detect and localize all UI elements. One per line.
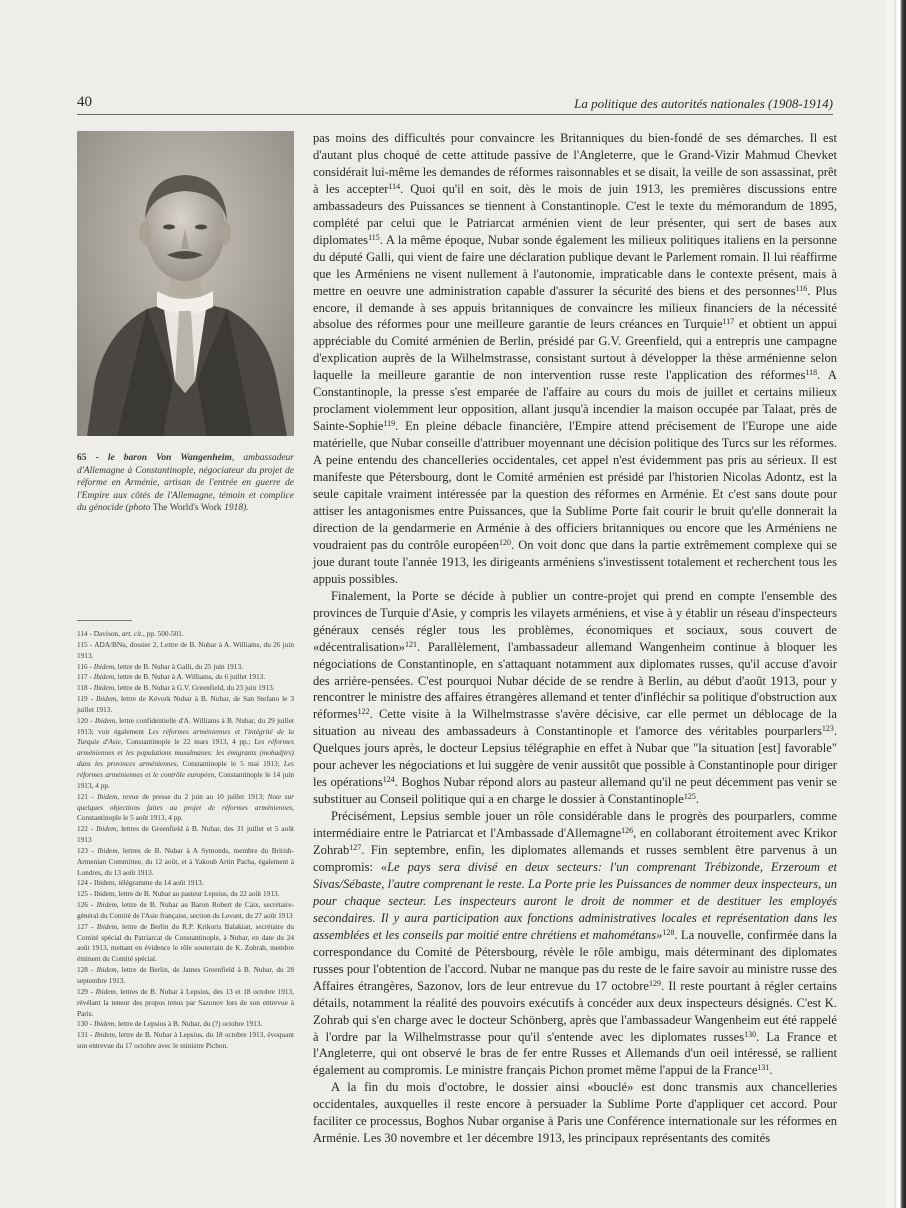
footnote-text: , revue de presse du 2 juin au 10 juillet 1913; (117, 791, 268, 801)
footnote (77, 640, 294, 662)
footnote-number: 129 - (77, 986, 93, 996)
caption-year: 1918). (221, 503, 249, 514)
paragraph-text: . Plus encore, il demande à ses appuis britanniques de convaincre les milieux financiers de la nécessité absolue des réformes pour une meilleure garantie de leurs créances en Turquie (313, 283, 837, 332)
paragraph-text: . Cette visite à la Wilhelmstrasse s'avère décisive, car elle permet un déblocage de la situation au niveau des ambassadeurs à Constantinople et l'amorce des véritables pourparlers (313, 707, 837, 739)
paragraph-text: . En pleine débacle financière, l'Empire attend précisement de l'Europe une aide matérielle, que Nubar conseille d'attribuer moyennant une décision politique des Turcs sur les réformes. A peine entendu des chancelleries occidentales, cet appel n'est évidemment pas pris au sérieux. Il est manifeste que Pétersbourg, dont le Comité arménien est présidé par l'historien Nicolas Adontz, est la seule capitale vraiment intéressée par la question des réformes en Arménie. Et c'est sans doute pour attiser les antagonismes entre Puissances, que la Sublime Porte fait courir le bruit qu'elle donnerait la direction de la gendarmerie en Arménie à des officiers britanniques ou encore que les Arméniens ne voudraient pas du contrôle européen (313, 419, 837, 552)
footnote-text: , lettre de B. Nubar à G.V. Greenfield, du 23 juin 1913. (114, 683, 275, 693)
footnote-text: Ibidem, lettre de B. Nubar au pasteur Lepsius, du 22 août 1913. (92, 889, 280, 899)
p3-text-c: . Fin septembre, enfin, les diplomates allemands et russes semblent être parvenus à un compromis: (313, 843, 837, 874)
footnote-text: , lettre de Berlin du R.P. Krikoris Balakian, secrétaire du Comité spécial du Patriarcat de Constantinople, à Nubar, en date du 24 août 1913, mettant en évidence le rôle souterrain de K. Zohrab, membre éminent du Comité spécial. (77, 921, 294, 964)
page-number: 40 (77, 94, 92, 110)
footnote-ref: 118 (805, 368, 818, 378)
figure-caption (77, 452, 294, 515)
footnote-text: Les réformes arméniennes et l'intégrité de la Turquie d'Asie (77, 726, 294, 747)
footnote-number: 127 - (77, 921, 94, 931)
footnote-text: Ibidem (96, 900, 117, 910)
footnote (77, 965, 294, 987)
footnote-text: , lettre de B. Nubar à Galli, du 25 juin 1913. (114, 661, 243, 671)
footnote (77, 792, 294, 825)
p3-text-e: . Il reste pourtant à régler certains détails, notamment la réalité des pouvoirs exécutifs à concéder aux deux inspecteurs désignés. C'est K. Zohrab qui s'en charge avec le docteur Schönberg, après que l'ambassadeur Wangenheim eut été rappelé à l'ordre par la Wilhelmstrasse pour qu'il s'entende avec les diplomates russes (313, 978, 837, 1044)
footnotes (77, 629, 294, 1052)
paragraph-text: . Parallèlement, l'ambassadeur allemand Wangenheim continue à bloquer les négociations de Constantinople, en s'attaquant notamment aux diplomates russes, qu'il accuse d'avoir des arrière-pensées. C'est pourquoi Nubar décide de se rendre à Berlin, au début d'août 1913, pour y rencontrer le ministre des affaires étrangères allemand et tenter d'infléchir sa politique d'obstruction aux réformes (313, 639, 837, 722)
p3-text-d: . La nouvelle, confirmée dans la correspondance du Comité de Pétersbourg, révèle le rôle ambigu, mais déterminant des diplomates russes pour l'obtention de l'accord. Nubar ne manque pas du reste de le faire savoir au ministre russe des Affaires étrangères, Sazonov, lors de leur entrevue du 17 octobre (313, 927, 837, 993)
footnote (77, 846, 294, 879)
p3-text-a: Précisément, Lepsius semble jouer un rôle considérable dans le progrès des pourparlers, comme intermédiaire entre le Patriarcat et l'Ambassade d'Allemagne (313, 809, 837, 841)
footnote (77, 900, 294, 922)
footnote-text: , lettre de B. Nubar à Lepsius, du 18 octobre 1913, évoquant son entrevue du 17 octobre avec le ministre Pichon. (77, 1030, 294, 1051)
footnote-number: 120 - (77, 715, 93, 725)
footnote-number: 115 - (77, 639, 93, 649)
footnote-text: Ibidem (97, 791, 118, 801)
footnote-number: 122 - (77, 824, 94, 834)
footnote-number: 125 - (77, 889, 93, 899)
footnote-text: Ibidem (93, 661, 115, 671)
footnote-number: 124 - (77, 878, 93, 888)
footnote-text: Ibidem (94, 1030, 115, 1040)
footnote (77, 683, 294, 694)
footnote-text: art. cit. (121, 629, 144, 638)
running-title: La politique des autorités nationales (1908-1914) (574, 96, 833, 111)
footnote-text: Ibidem, télégramme du 14 août 1913. (92, 878, 204, 888)
p3-text-g: . (769, 1063, 773, 1078)
paragraph-2 (313, 588, 837, 808)
caption-name: le baron Von Wangenheim (107, 453, 232, 463)
footnote-number: 118 - (77, 683, 92, 693)
treaty-quote: «Le pays sera divisé en deux secteurs: l'un comprenant Trébizonde, Erzeroum et Sivas/Sébaste, l'autre comprenant le reste. La Porte prie les Puissances de nommer deux inspecteurs, un pour chaque secteur. Les inspecteurs auront le droit de nommer et de destituer les employés secondaires. Il y aura participation aux fonctions administratives locales et représentation dans les assemblées et les conseils par moitié entre chrétiens et mahométans» (313, 859, 837, 942)
footnote-text: , pp. 500-501. (143, 629, 184, 638)
footnote (77, 716, 294, 792)
footnote-text: , Constantinople le 5 août 1913, 4 pp. (77, 802, 294, 823)
paragraph-text: Finalement, la Porte se décide à publier un contre-projet qui prend en compte l'ensemble des provinces de Turquie d'Asie, y compris les vilayets arméniens, et vise à y établir un réseau d'inspecteurs généraux censés régler tous les problèmes, économiques et sociaux, sous couvert de «décentralisation» (313, 588, 837, 654)
footnote-text: , lettre de Kévork Nubar à B. Nubar, de San Stefano le 3 juillet 1913. (77, 694, 294, 714)
footnote-number: 121 - (77, 791, 94, 801)
footnote (77, 1019, 294, 1030)
footnote (77, 922, 294, 965)
footnote-number: 119 - (77, 694, 94, 704)
paragraph-text: . A la même époque, Nubar sonde également les milieux politiques italiens en la personne du député Galli, qui vient de faire une déclaration publique devant le Parlement romain. Il lui réaffirme que les Arméniens ne visent nullement à l'autonomie, impraticable dans le contexte présent, mais à mettre en oeuvre une administration capable d'assurer la sécurité des biens et des personnes (313, 232, 837, 298)
footnote-number: 128 - (77, 965, 94, 975)
footnote-text: , lettres de B. Nubar à A Symonds, membre du British-Armenian Committee, du 12 août, et à Yakoub Artin Pacha, également à Londres, du 13 août 1913. (77, 845, 295, 877)
footnote-text: , lettre de B. Nubar au Baron Robert de Caix, secrétaire-général du Comité de l'Asie française, section du Levant, du 27 août 1913 (77, 900, 294, 920)
footnote-ref: 130 (744, 1029, 757, 1039)
caption-source: The World's Work (152, 503, 222, 514)
footnote-ref: 131 (757, 1063, 770, 1073)
footnote-text: , lettres de Greenfield à B. Nubar, des 31 juillet et 5 août 1913 (77, 824, 294, 845)
paragraph-1 (313, 130, 837, 588)
footnote-text: , lettre de Berlin, de James Greenfield à B. Nubar, du 28 septembre 1913. (77, 965, 294, 985)
paragraph-text: et obtient un appui appréciable du Comité arménien de Berlin, présidé par G.V. Greenfield, qui a entrepris une campagne d'explication auprès de la Wilhelmstrasse, consistant surtout à développer la thèse arménienne selon laquelle la meilleure garantie de non intervention russe reste l'application des réformes (313, 317, 837, 383)
book-spine-edge (886, 0, 906, 1208)
footnote-text: Ibidem (97, 845, 118, 855)
footnote-ref: 122 (357, 707, 370, 717)
footnote-ref: 117 (722, 317, 735, 327)
footnote-rule (77, 620, 132, 621)
footnote-number: 126 - (77, 900, 94, 910)
footnote (77, 694, 294, 716)
footnote-text: , lettre confidentielle d'A. Williams à B. Nubar, du 29 juillet 1913; voir également (77, 715, 295, 736)
footnote (77, 1030, 294, 1052)
paragraph-text: . Quoi qu'il en soit, dès le mois de juin 1913, les premières discussions entre ambassadeurs des Puissances se tiennent à Constantinople. C'est le texte du mémorandum de 1895, complété par celui que le Patriarcat arménien vient de leur présenter, qui sert de bases aux diplomates (313, 181, 838, 247)
footnote-number: 116 - (77, 661, 92, 671)
footnote-text: ADA/BNu, dossier 2, Lettre de B. Nubar à A. Williams, du 26 juin 1913. (77, 639, 294, 660)
footnote-text: Note sur quelques objections faites au projet de réformes arméniennes (77, 791, 295, 812)
footnote-ref: 114 (388, 181, 401, 191)
footnote-ref: 128 (662, 927, 675, 937)
footnote-ref: 129 (648, 978, 661, 988)
paragraph-text: . A Constantinople, la presse s'est emparée de l'affaire au cours du mois de juillet et certains milieux proclament violemment leur opposition, allant jusqu'à incendier la maison occupée par Talaat, près de Sainte-Sophie (313, 368, 837, 434)
caption-text: , ambassadeur d'Allemagne à Constantinople, négociateur du projet de réforme en Arménie, artisan de l'entrée en guerre de l'Empire aux côtés de l'Allemagne, témoin et complice du génocide (photo (77, 453, 294, 514)
footnote-number: 114 - (77, 629, 92, 638)
p3-text-b: , en collaborant étroitement avec Krikor Zohrab (313, 826, 838, 858)
footnote-number: 130 - (77, 1019, 93, 1029)
footnote-text: Ibidem (95, 694, 117, 704)
footnote-text: Ibidem (94, 715, 116, 725)
footnote-ref: 125 (683, 792, 696, 802)
footnote-ref: 126 (621, 826, 634, 836)
main-text (313, 130, 837, 1147)
footnote-text: Ibidem (96, 921, 118, 931)
footnote-text: Les réformes arméniennes et les populations musulmanes: les émigrants (mohadjirs) dans les provinces arméniennes (77, 737, 294, 769)
footnote-number: 117 - (77, 672, 92, 682)
footnote-text: , lettre de Lepsius à B. Nubar, du (?) octobre 1913. (114, 1019, 263, 1029)
paragraph-3 (313, 808, 837, 1079)
footnote-number: 131 - (77, 1030, 93, 1040)
portrait-photograph-icon (77, 131, 294, 436)
footnote (77, 987, 294, 1020)
footnote-text: , Constantinople le 5 mai 1913; (176, 759, 284, 769)
footnote (77, 824, 294, 846)
footnote-ref: 116 (795, 283, 808, 293)
paragraph-text: . Quelques jours après, le docteur Lepsius télégraphie en effet à Nubar que "la situation [est] favorable" pour achever les négociations et lui suggère de venir aussitôt que possible à Constantinople pour diriger les opérations (313, 724, 837, 790)
footnote-text: Ibidem (96, 824, 117, 834)
p3-text-f: . La France et l'Angleterre, qui ont observé le bras de fer entre Russes et Allemands d'un oeil intéressé, se rallient également au compromis. Le ministre français Pichon promet même l'appui de la France (313, 1029, 837, 1078)
paragraph-text: . Boghos Nubar répond alors au pasteur allemand qu'il ne peut décemment pas venir se substituer au Conseil politique qui a en charge le dossier à Constantinople (313, 775, 837, 807)
footnote-text: Ibidem (95, 986, 116, 996)
footnote-text: Les réformes arméniennes et le contrôle européen (77, 759, 294, 779)
paragraph-text: . (695, 792, 700, 807)
footnote-text: , lettres de B. Nubar à Lepsius, des 13 et 18 octobre 1913, révélant la teneur des propos tenus par Sazonov lors de son entrevue à Paris. (77, 986, 294, 1018)
footnote (77, 672, 294, 683)
footnote-text: , lettre de B. Nubar à A. Williams, du 6 juillet 1913. (114, 672, 266, 682)
footnote-text: Davison, (91, 629, 122, 638)
paragraph-text: . On voit donc que dans la partie extrêmement complexe qui se joue durant toute l'année 1913, les dirigeants arméniens s'investissent totalement et recherchent tous les appuis possibles. (313, 537, 837, 586)
footnote-ref: 119 (383, 419, 396, 429)
footnote-text: , Constantinople le 22 mars 1913, 4 pp.; (120, 737, 255, 747)
footnote-ref: 123 (821, 724, 834, 734)
caption-number: 65 - (77, 453, 99, 463)
footnote-ref: 124 (382, 775, 395, 785)
footnote (77, 878, 294, 889)
footnote-ref: 115 (368, 232, 380, 242)
paragraph-text: pas moins des difficultés pour convaincre les Britanniques du bien-fondé de ses démarches. Il est d'autant plus choqué de cette attitude passive de l'Angleterre, que le Grand-Vizir Mahmud Chevket considérait lui-même les demandes de réformes raisonnables et se disait, la veille de son assassinat, prêt à les accepter (313, 131, 837, 196)
footnote-text: , Constantinople le 14 juin 1913, 4 pp. (77, 769, 294, 790)
footnote-ref: 121 (404, 639, 417, 649)
footnote-number: 123 - (77, 845, 94, 855)
footnote-text: Ibidem (94, 1019, 115, 1029)
footnote-text: Ibidem (93, 672, 115, 682)
footnote (77, 889, 294, 900)
footnote-text: Ibidem (96, 965, 117, 975)
footnote-text: Ibidem (93, 683, 115, 693)
footnote-ref: 127 (349, 843, 362, 853)
page-header (77, 96, 833, 115)
footnote (77, 662, 294, 673)
footnote-ref: 120 (499, 537, 512, 547)
paragraph-4: A la fin du mois d'octobre, le dossier ainsi «bouclé» est donc transmis aux chancelleries occidentales, auxquelles il reste encore à persuader la Sublime Porte d'appliquer cet accord. Pour faciliter ce processus, Boghos Nubar organise à Paris une Conférence internationale sur les réformes en Arménie. Les 30 novembre et 1er décembre 1913, les principaux représentants des comités (313, 1080, 837, 1146)
footnote (77, 629, 294, 640)
